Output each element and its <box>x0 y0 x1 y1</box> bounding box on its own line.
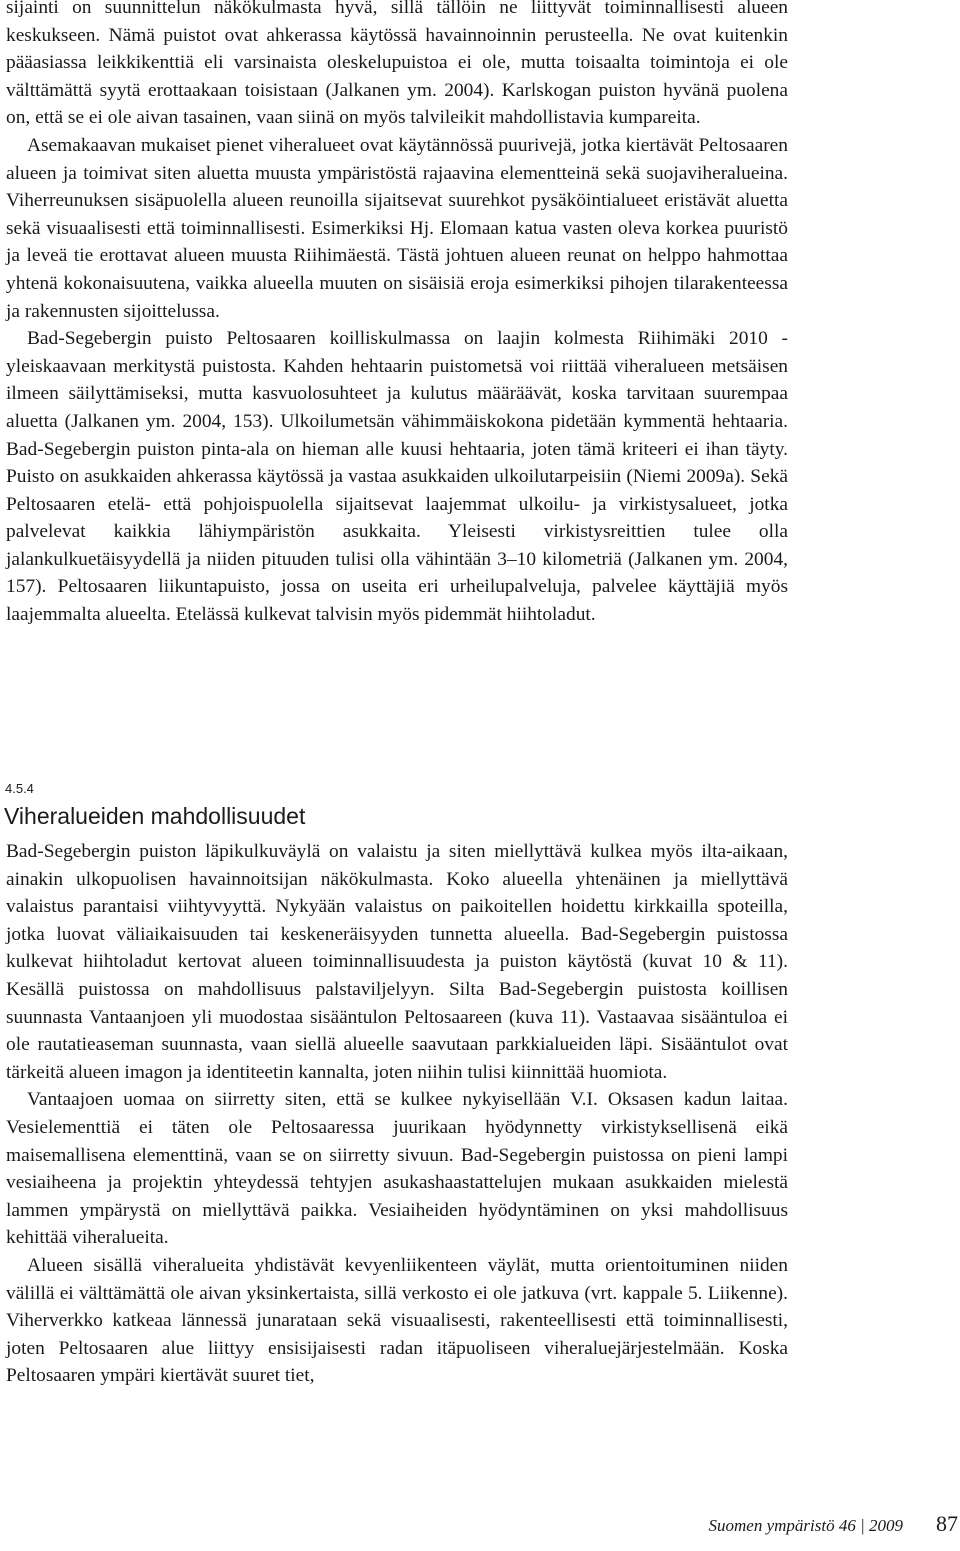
body-text-bottom <box>6 838 788 1390</box>
body-text-top <box>6 0 788 629</box>
paragraph: Asemakaavan mukaiset pienet viheralueet ovat käytännössä puurivejä, jotka kiertävät Peltosaaren alueen ja toimivat siten aluetta muusta ympäristöstä rajaavina elementteinä sekä suojaviheralueina. Viherreunuksen sisäpuolella alueen reunoilla sijaitsevat suurehkot pysäköintialueet eristävät aluetta sekä visuaalisesti että toiminnallisesti. Esimerkiksi Hj. Elomaan katua vasten oleva korkea puuristö ja leveä tie erottavat alueen muusta Riihimäestä. Tästä johtuen alueen reunat on helppo hahmottaa yhtenä kokonaisuutena, vaikka alueella muuten on sisäisiä eroja esimerkiksi pihojen tilarakenteessa ja rakennusten sijoittelussa. <box>6 134 788 322</box>
publication-info: Suomen ympäristö 46 | 2009 <box>708 1516 903 1535</box>
paragraph: sijainti on suunnittelun näkökulmasta hyvä, sillä tällöin ne liittyvät toiminnallisesti alueen keskukseen. Nämä puistot ovat ahkerassa käytössä havainnoinnin perusteella. Ne ovat kuitenkin pääasiassa leikkikenttiä eli varsinaista oleskelupuistoa ei ole, mutta toisaalta toimintoja ei ole välttämättä syytä erottaakaan toisistaan (Jalkanen ym. 2004). Karlskogan puiston hyvänä puolena on, että se ei ole aivan tasainen, vaan siinä on myös talvileikit mahdollistavia kumpareita. <box>6 0 788 129</box>
section-heading: Viheralueiden mahdollisuudet <box>4 803 306 829</box>
section-number: 4.5.4 <box>5 781 34 796</box>
paragraph: Alueen sisällä viheralueita yhdistävät kevyenliikenteen väylät, mutta orientoituminen niiden välillä ei välttämättä ole aivan yksinkertaista, sillä verkosto ei ole jatkuva (vrt. kappale 5. Liikenne). Viherverkko katkeaa lännessä junarataan sekä visuaalisesti, rakenteellisesti että toiminnallisesti, joten Peltosaaren alue liittyy ensisijaisesti radan itäpuoliseen viheraluejärjestelmään. Koska Peltosaaren ympäri kiertävät suuret tiet, <box>6 1254 788 1387</box>
paragraph: Bad-Segebergin puisto Peltosaaren koilliskulmassa on laajin kolmesta Riihimäki 2010 -yleiskaavaan merkitystä puistosta. Kahden hehtaarin puistometsä voi riittää viheralueen metsäisen ilmeen säilyttämiseksi, mutta kasvuolosuhteet ja kulutus määräävät, koska tarvitaan suurempaa aluetta (Jalkanen ym. 2004, 153). Ulkoilumetsän vähimmäiskokona pidetään kymmentä hehtaaria. Bad-Segebergin puiston pinta-ala on hieman alle kuusi hehtaaria, joten tämä kriteeri ei ihan täyty. Puisto on asukkaiden ahkerassa käytössä ja vastaa asukkaiden ulkoilutarpeisiin (Niemi 2009a). Sekä Peltosaaren etelä- että pohjoispuolella sijaitsevat laajemmat ulkoilu- ja virkistysalueet, jotka palvelevat kaikkia lähiympäristön asukkaita. Yleisesti virkistysreittien tulee olla jalankulkuetäisyydellä ja niiden pituuden tulisi olla vähintään 3–10 kilometriä (Jalkanen ym. 2004, 157). Peltosaaren liikuntapuisto, jossa on useita eri urheilupalveluja, palvelee käyttäjiä myös laajemmalta alueelta. Etelässä kulkevat talvisin myös pidemmät hiihtoladut. <box>6 328 788 626</box>
paragraph: Bad-Segebergin puiston läpikulkuväylä on valaistu ja siten miellyttävä kulkea myös ilta-aikaan, ainakin ulkopuolisen havainnoitsijan näkökulmasta. Koko alueella yhtenäinen ja miellyttävä valaistus parantaisi viihtyvyyttä. Nykyään valaistus on paikoitellen hoidettu kirkkailla spoteilla, jotka luovat väliaikaisuuden tai keskeneräisyyden tunnetta alueella. Bad-Segebergin puistossa kulkevat hiihtoladut kertovat alueen toiminnallisuudesta ja puiston käytöstä (kuvat 10 & 11). Kesällä puistossa on mahdollisuus palstaviljelyyn. Silta Bad-Segebergin puistosta koillisen suunnasta Vantaanjoen yli muodostaa sisääntulon Peltosaareen (kuva 11). Vastaavaa sisääntuloa ei ole rautatieaseman suunnasta, vaan siellä alueelle saavutaan parkkialueiden läpi. Sisääntulot ovat tärkeitä alueen imagon ja identiteetin kannalta, joten niihin tulisi kiinnittää huomiota. <box>6 841 788 1083</box>
page-number: 87 <box>936 1511 958 1536</box>
paragraph: Vantaajoen uomaa on siirretty siten, että se kulkee nykyisellään V.I. Oksasen kadun laitaa. Vesielementtiä ei täten ole Peltosaaressa juurikaan hyödynnetty virkistyksellisenä eikä maisemallisena elementtinä, vaan se on siirretty sivuun. Bad-Segebergin puistossa on pieni lampi vesiaiheena ja projektin yhteydessä tehtyjen asukashaastattelujen mukaan asukkaiden mielestä lammen ympärystä on miellyttävä paikka. Vesiaiheiden hyödyntäminen on yksi mahdollisuus kehittää viheralueita. <box>6 1089 788 1249</box>
page-footer <box>560 1511 960 1541</box>
